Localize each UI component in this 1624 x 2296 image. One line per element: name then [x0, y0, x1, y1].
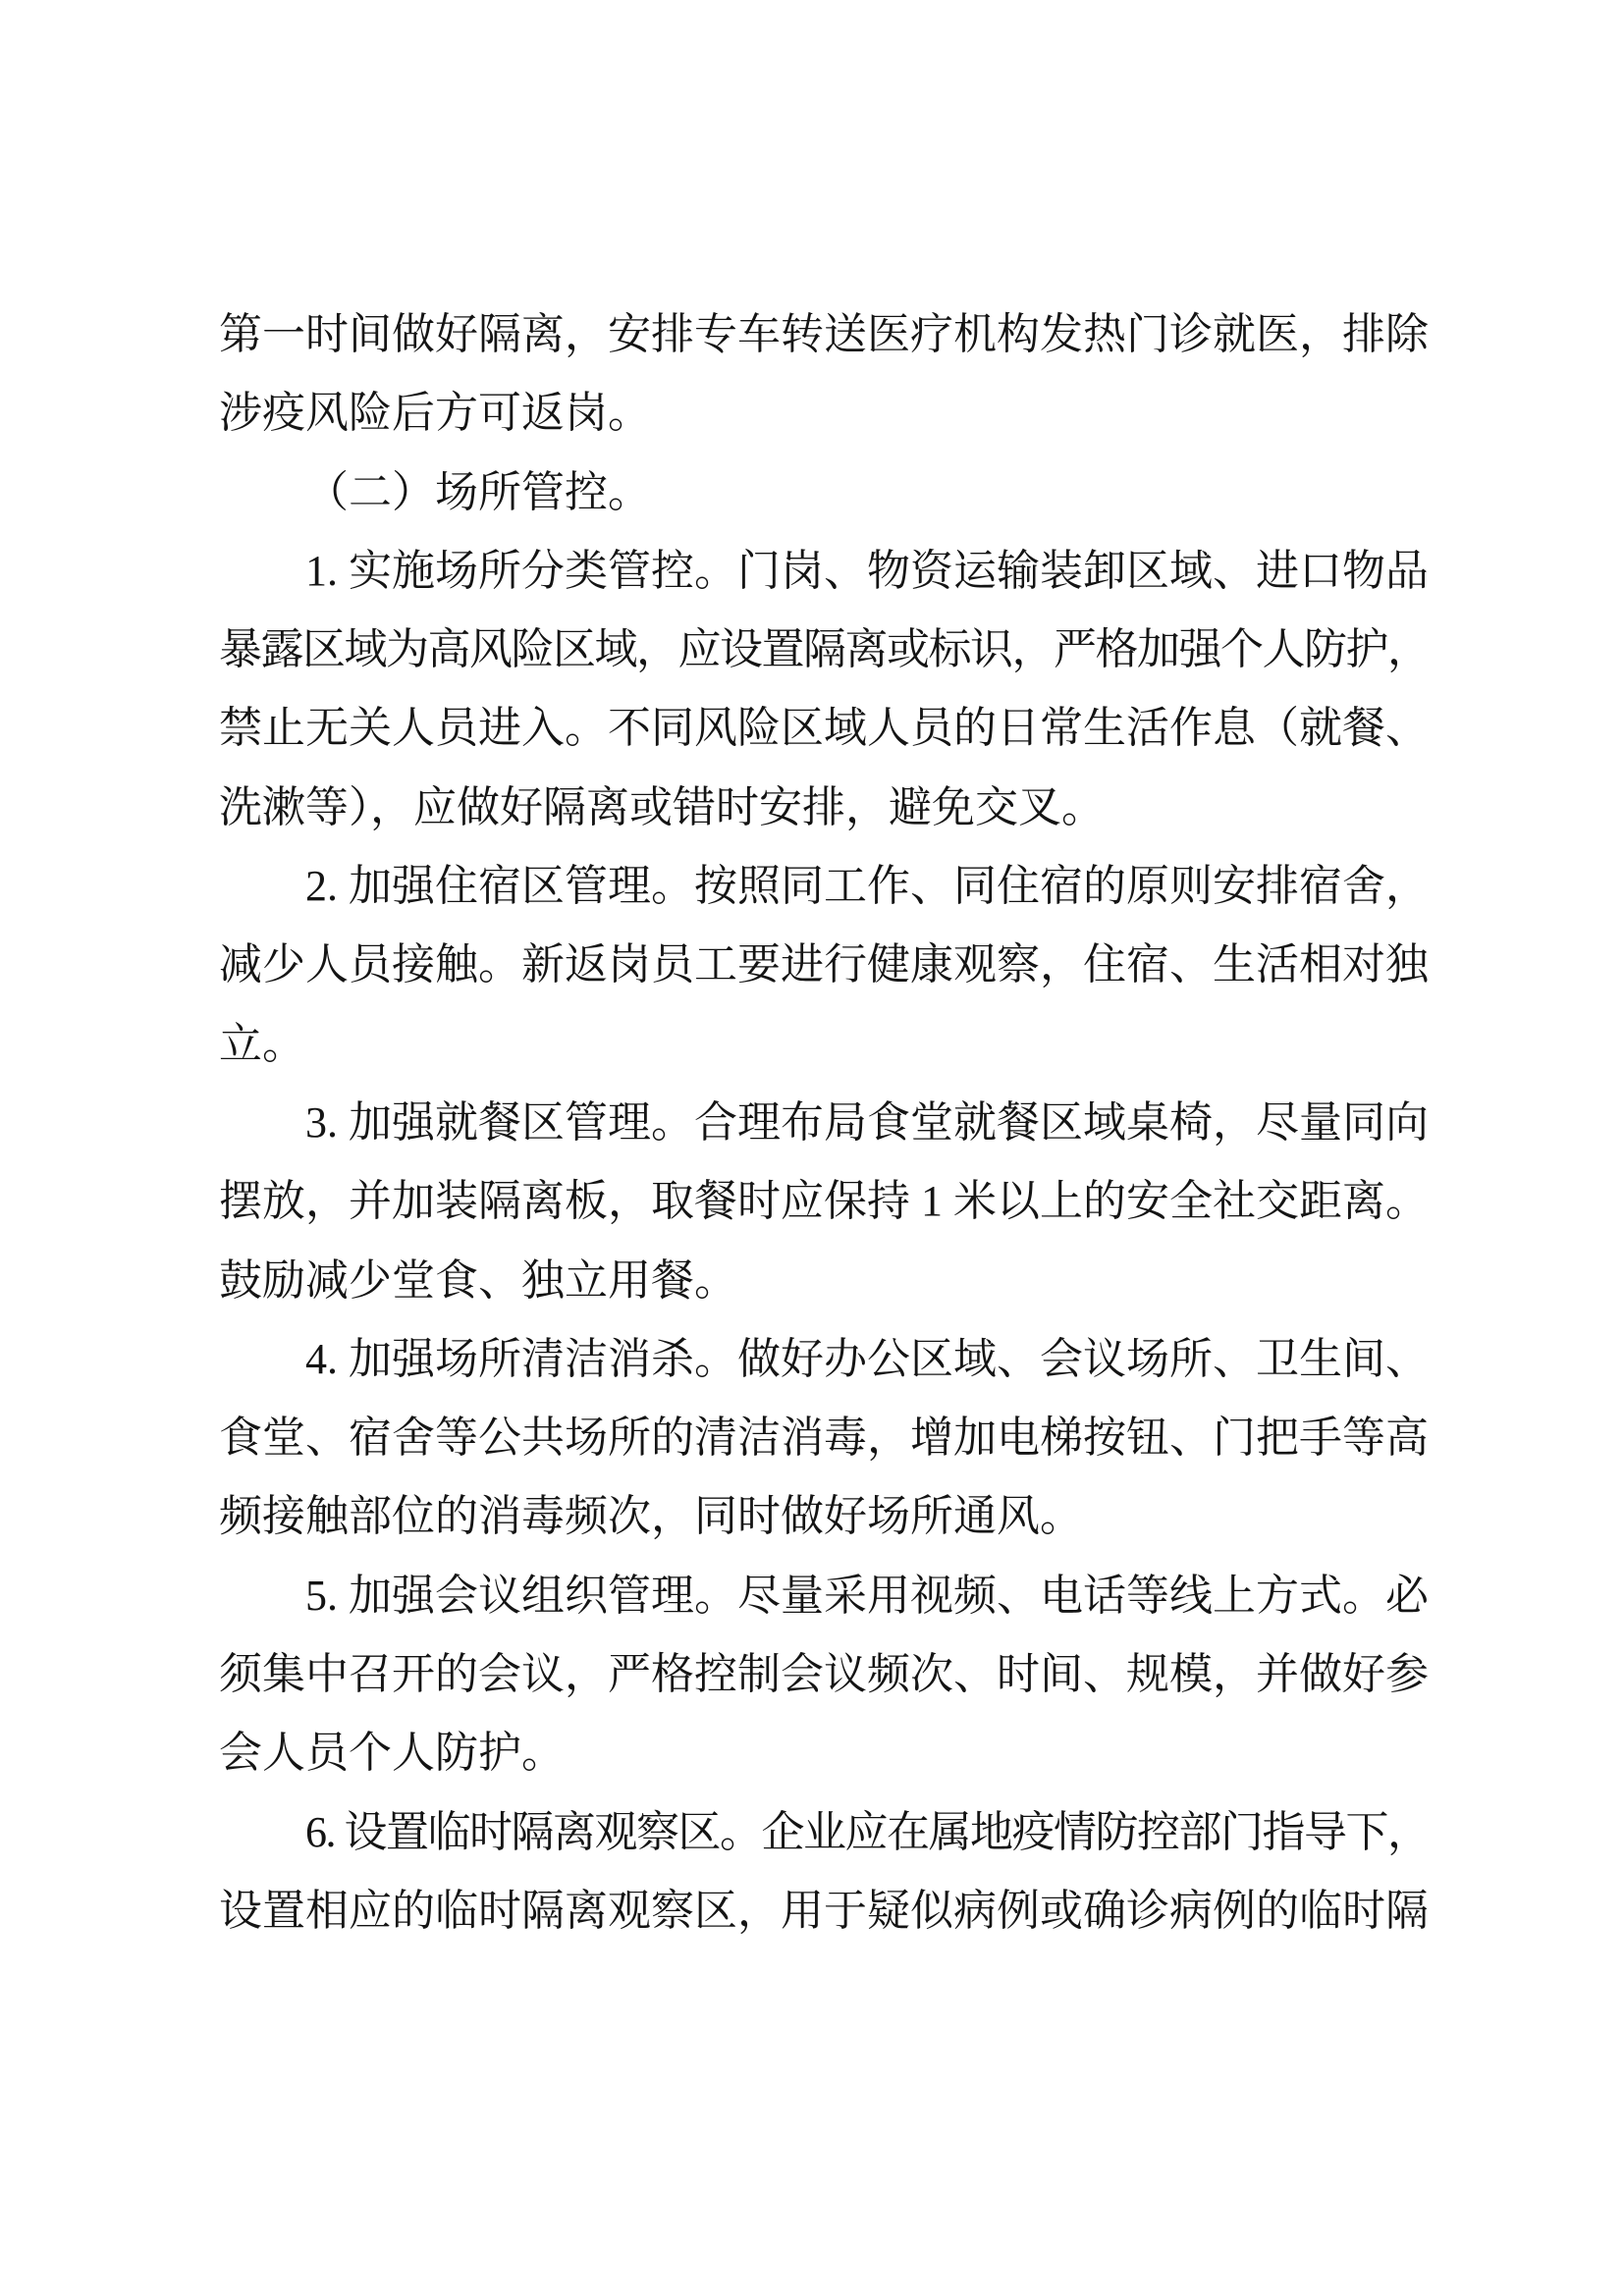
text-line: 频接触部位的消毒频次，同时做好场所通风。 — [219, 1492, 1083, 1541]
text-line: 第一时间做好隔离，安排专车转送医疗机构发热门诊就医，排除 — [219, 310, 1429, 358]
text-line: 会人员个人防护。 — [219, 1729, 565, 1778]
text-line: 立。 — [219, 1019, 305, 1068]
text-line: 摆放，并加装隔离板，取餐时应保持 1 米以上的安全社交距离。 — [219, 1177, 1429, 1226]
text-line: 鼓励减少堂食、独立用餐。 — [219, 1255, 737, 1305]
text-line: 5. 加强会议组织管理。尽量采用视频、电话等线上方式。必 — [305, 1571, 1429, 1620]
text-line: 减少人员接触。新返岗员工要进行健康观察，住宿、生活相对独 — [219, 940, 1429, 989]
text-line: 3. 加强就餐区管理。合理布局食堂就餐区域桌椅，尽量同向 — [305, 1097, 1429, 1147]
text-line: 2. 加强住宿区管理。按照同工作、同住宿的原则安排宿舍， — [305, 862, 1429, 911]
text-line: 4. 加强场所清洁消杀。做好办公区域、会议场所、卫生间、 — [305, 1334, 1429, 1383]
text-line: 洗漱等），应做好隔离或错时安排，避免交叉。 — [219, 782, 1105, 831]
text-line: 设置相应的临时隔离观察区，用于疑似病例或确诊病例的临时隔 — [219, 1886, 1429, 1935]
document-text-block — [219, 295, 1429, 1950]
text-line: 暴露区域为高风险区域，应设置隔离或标识，严格加强个人防护， — [219, 625, 1430, 674]
text-line: 禁止无关人员进入。不同风险区域人员的日常生活作息（就餐、 — [219, 704, 1429, 753]
text-line: 须集中召开的会议，严格控制会议频次、时间、规模，并做好参 — [219, 1650, 1429, 1699]
text-line: 食堂、宿舍等公共场所的清洁消毒，增加电梯按钮、门把手等高 — [219, 1414, 1429, 1463]
text-line: 涉疫风险后方可返岗。 — [219, 389, 651, 438]
section-heading-line: （二）场所管控。 — [305, 467, 651, 516]
text-line: 1. 实施场所分类管控。门岗、物资运输装卸区域、进口物品 — [305, 546, 1429, 595]
text-line: 6. 设置临时隔离观察区。企业应在属地疫情防控部门指导下， — [305, 1807, 1430, 1856]
